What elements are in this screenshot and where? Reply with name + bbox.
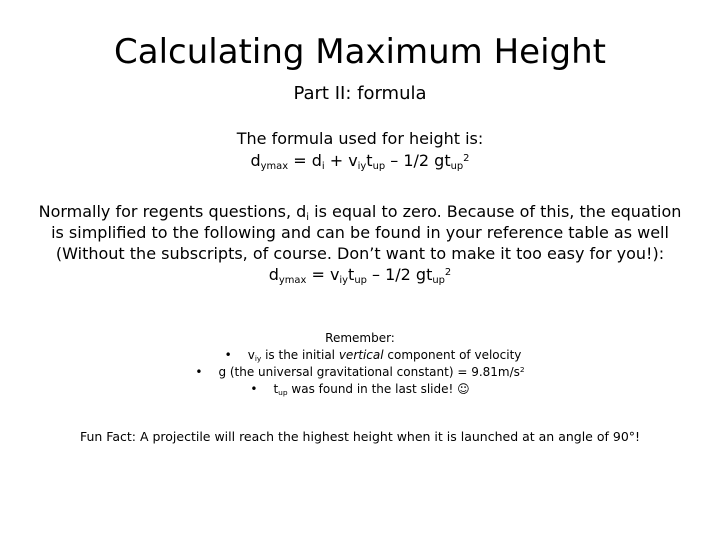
explanation-text (36, 201, 684, 264)
simple-d-sub: ymax (278, 274, 307, 286)
formula-eq: = (288, 151, 312, 170)
bullet-icon: • (195, 365, 203, 379)
b3-t: t (273, 382, 279, 396)
formula-minus: – 1/2 gt (385, 151, 451, 170)
b3-text: was found in the last slide! (287, 382, 458, 396)
bullet-icon: • (250, 382, 258, 396)
b1-rest: component of velocity (383, 348, 522, 362)
b2-text: g (the universal gravitational constant) = 9.81m/s (218, 365, 520, 379)
simple-d: d (268, 265, 279, 284)
max-height-formula (0, 150, 720, 172)
intro-line: The formula used for height is: (236, 129, 484, 148)
b1-em: vertical (338, 348, 384, 362)
remember-item-gravity (0, 364, 720, 381)
b2-sup: 2 (519, 364, 525, 374)
simple-t: t (348, 265, 355, 284)
simple-sq: 2 (444, 266, 452, 278)
smiley-icon: ☺ (457, 382, 470, 396)
formula-di-sub: i (321, 160, 325, 172)
fun-fact: Fun Fact: A projectile will reach the highest height when it is launched at an angle of 90°! (79, 429, 641, 444)
simple-t-sub: up (354, 274, 367, 286)
b1-sub: iy (254, 354, 262, 364)
remember-heading: Remember: (325, 331, 395, 345)
simple-t2-sub: up (432, 274, 445, 286)
bullet-icon: • (224, 348, 232, 362)
formula-d: d (250, 151, 261, 170)
paragraph-part2: is equal to zero. Because of this, the equation is simplified to the following and can be found in your reference table as well (Without the subscripts, of course. Don’t want to make it too easy for you!): (51, 202, 682, 263)
formula-v-sub: iy (357, 160, 367, 172)
simple-v-sub: iy (339, 274, 349, 286)
formula-d-sub: ymax (260, 160, 289, 172)
formula-sq: 2 (463, 152, 470, 164)
simplified-formula (36, 264, 684, 285)
slide-title: Calculating Maximum Height (114, 32, 606, 72)
b1-v: v (247, 348, 255, 362)
paragraph-part1: Normally for regents questions, d (38, 202, 307, 221)
formula-v: v (348, 151, 358, 170)
formula-t-sub: up (372, 160, 386, 172)
b3-sub: up (278, 388, 288, 398)
slide-subtitle: Part II: formula (293, 83, 427, 104)
simple-eq: = v (306, 265, 340, 284)
remember-item-velocity (0, 347, 720, 364)
formula-t: t (366, 151, 373, 170)
remember-block (0, 330, 720, 398)
remember-item-time (0, 381, 720, 398)
formula-di: d (311, 151, 322, 170)
paragraph-sub: i (306, 211, 310, 223)
formula-plus: + (324, 151, 349, 170)
formula-t2-sub: up (450, 160, 464, 172)
simple-minus: – 1/2 gt (366, 265, 433, 284)
explanation-paragraph (36, 201, 684, 285)
b1-text: is the initial (261, 348, 339, 362)
intro-block (0, 128, 720, 172)
